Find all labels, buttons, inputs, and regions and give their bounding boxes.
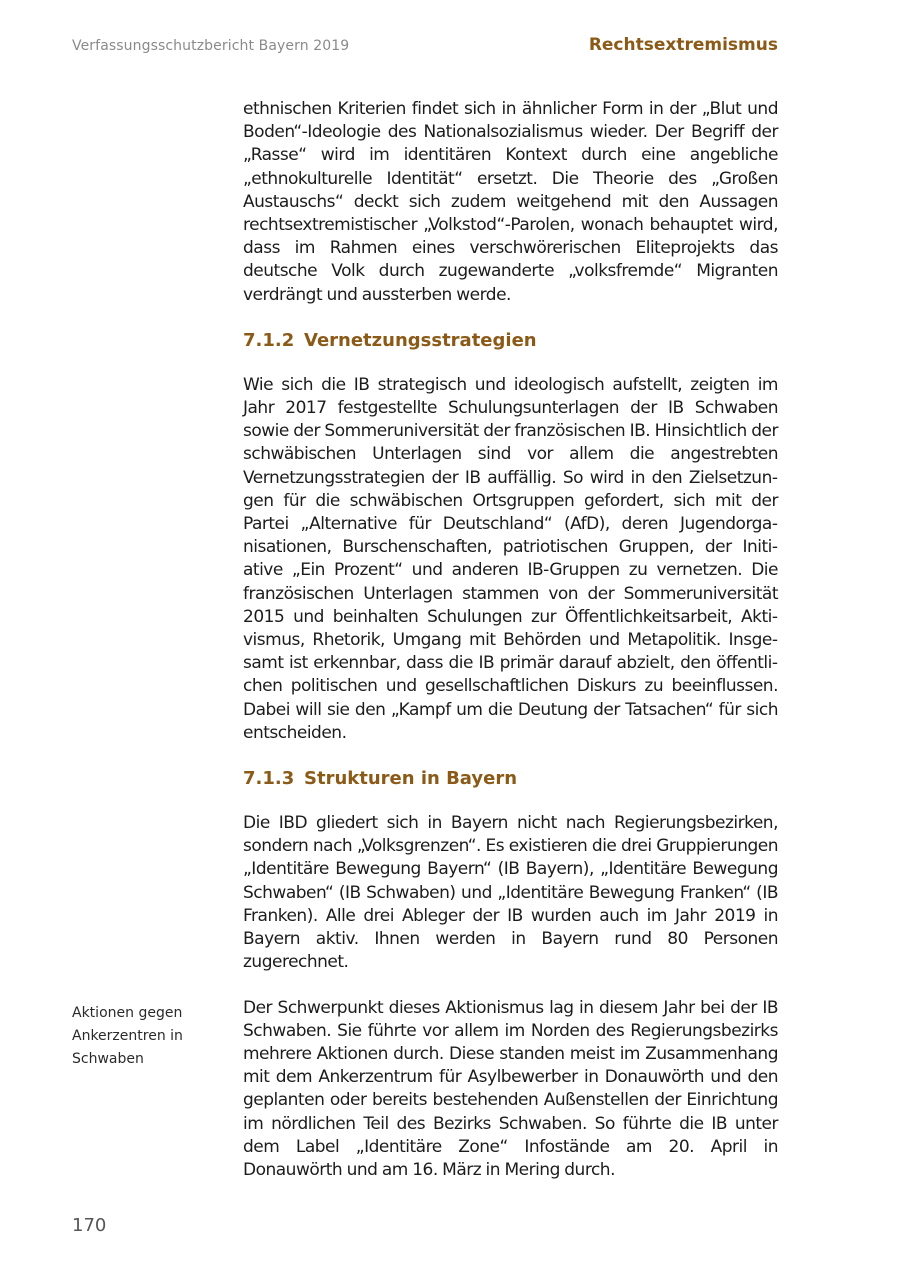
section-heading-7-1-2 xyxy=(243,329,778,352)
running-head-chapter-title: Rechtsextremismus xyxy=(588,35,778,55)
section-title: Vernetzungsstrategien xyxy=(304,329,537,351)
section-heading-7-1-3 xyxy=(243,767,778,790)
section-number: 7.1.2 xyxy=(243,329,295,351)
margin-note: Aktionen gegen Ankerzentren in Schwaben xyxy=(72,1005,183,1067)
running-head-report-title: Verfassungsschutzbericht Bayern 2019 xyxy=(72,38,350,54)
paragraph-structures-bavaria: Die IBD gliedert sich in Bayern nicht nach Regierungsbezirken, sondern nach „Volksgrenzen“. Es existieren die drei Gruppierungen „Identitäre Bewegung Bayern“ (IB Bayern), „Identitäre Bewegung Schwaben“ (IB Schwaben) und „Identitäre Bewegung Franken“ (IB Franken). Alle drei Ableger der IB wurden auch im Jahr 2019 in Bayern aktiv. Ihnen werden in Bayern rund 80 Personen zugerechnet. xyxy=(243,813,778,973)
paragraph-actions-swabia: Der Schwerpunkt dieses Aktionismus lag in diesem Jahr bei der IB Schwaben. Sie führte vor allem im Norden des Regierungsbezirks mehrere Aktionen durch. Diese standen meist im Zusammenhang mit dem Ankerzentrum für Asylbewerber in Donauwörth und den geplanten oder bereits bestehenden Außenstellen der Einrichtung im nördlichen Teil des Bezirks Schwaben. So führte die IB unter dem Label „Identitäre Zone“ Infostände am 20. April in Donauwörth und am 16. März in Mering durch. xyxy=(243,997,778,1180)
page-number: 170 xyxy=(72,1215,107,1236)
section-title: Strukturen in Bayern xyxy=(304,768,518,790)
section-number: 7.1.3 xyxy=(243,768,295,790)
paragraph-networking-strategies: Wie sich die IB strategisch und ideologisch aufstellt, zeigten im Jahr 2017 festgestellte Schulungsunterlagen der IB Schwaben sowie der Sommeruniversität der französischen IB. Hinsichtlich der schwäbischen Unterlagen sind vor allem die angestrebten Vernetzungsstrategien der IB auffällig. So wird in den Zielsetzungen für die schwäbischen Ortsgruppen gefordert, sich mit der Partei „Alternative für Deutschland“ (AfD), deren Jugendorganisationen, Burschenschaften, patriotischen Gruppen, der Initiative „Ein Prozent“ und anderen IB-Gruppen zu vernetzen. Die französischen Unterlagen stammen von der Sommeruniversität 2015 und beinhalten Schulungen zur Öffentlichkeitsarbeit, Aktivismus, Rhetorik, Umgang mit Behörden und Metapolitik. Insgesamt ist erkennbar, dass die IB primär darauf abzielt, den öffentlichen politischen und gesellschaftlichen Diskurs zu beeinflussen. Dabei will sie den „Kampf um die Deutung der Tatsachen“ für sich entscheiden. xyxy=(243,374,778,743)
body-column xyxy=(243,98,778,1182)
paragraph-ethnic-criteria: ethnischen Kriterien findet sich in ähnlicher Form in der „Blut und Boden“-Ideologie des Nationalsozialismus wieder. Der Begriff der „Rasse“ wird im identitären Kontext durch eine angebliche „ethnokulturelle Identität“ ersetzt. Die Theorie des „Großen Austauschs“ deckt sich zudem weitgehend mit den Aussagen rechtsextremistischer „Volkstod“-Parolen, wonach behauptet wird, dass im Rahmen eines verschwörerischen Eliteprojekts das deutsche Volk durch zugewanderte „volksfremde“ Migranten verdrängt und aussterben werde. xyxy=(243,99,778,305)
